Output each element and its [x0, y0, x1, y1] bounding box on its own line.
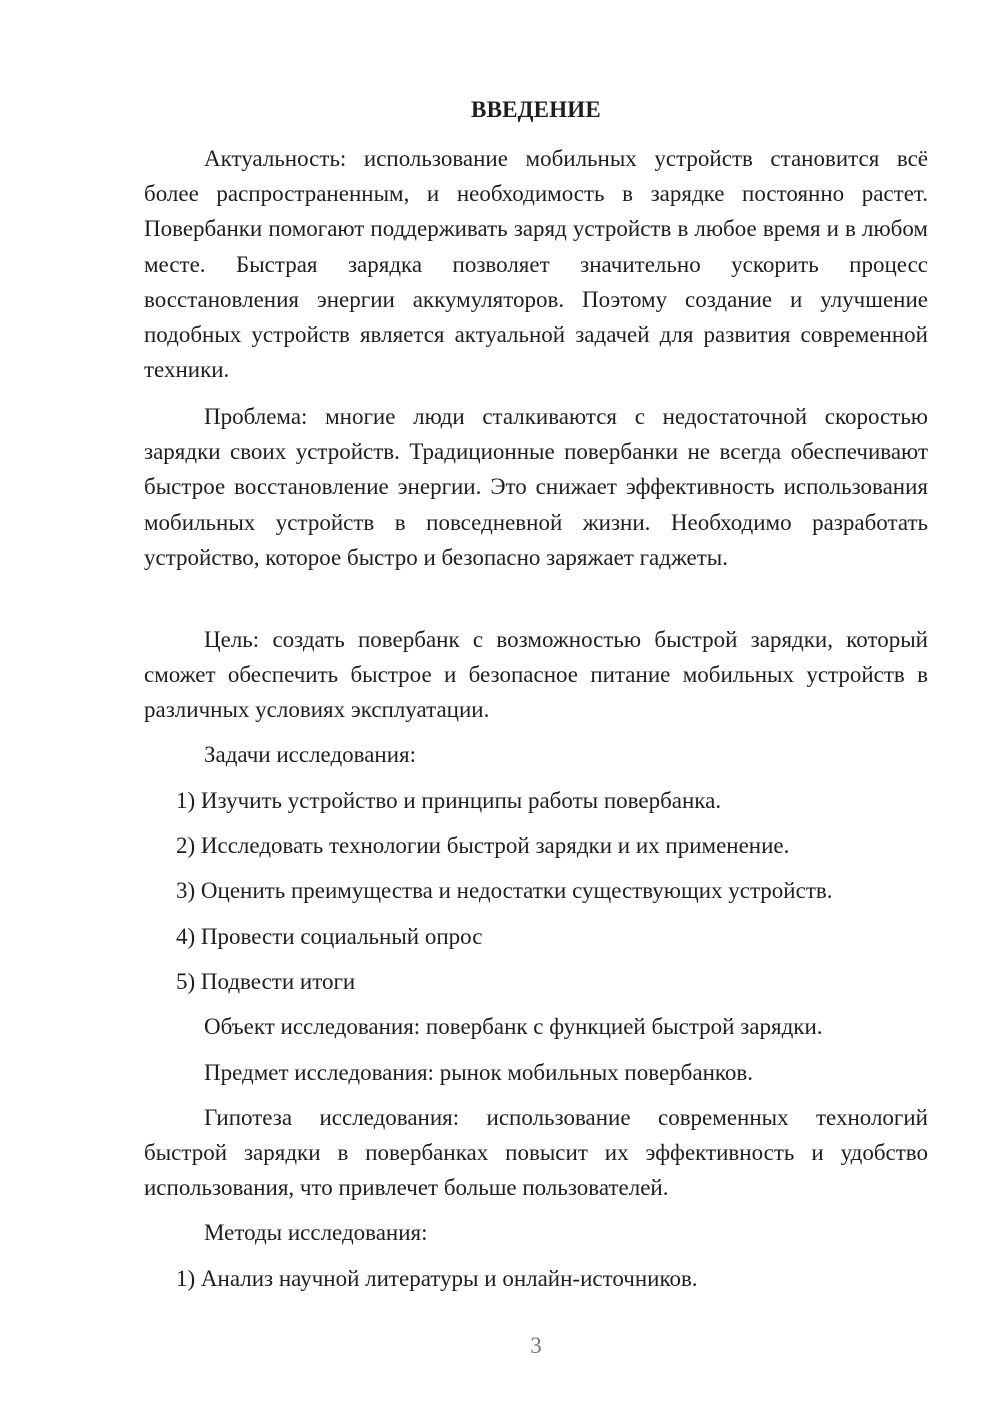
task-item-2: 2) Исследовать технологии быстрой зарядки и их применение.: [176, 833, 790, 858]
paragraph-subject: Предмет исследования: рынок мобильных повербанков.: [204, 1060, 754, 1085]
task-item-4: 4) Провести социальный опрос: [176, 924, 483, 949]
methods-heading: Методы исследования:: [204, 1220, 428, 1245]
task-item-1: 1) Изучить устройство и принципы работы повербанка.: [176, 788, 722, 813]
page-title: ВВЕДЕНИЕ: [471, 97, 601, 122]
paragraph-object: Объект исследования: повербанк с функцией быстрой зарядки.: [204, 1014, 823, 1039]
paragraph-relevance: Актуальность: использование мобильных устройств становится всё более распространенным, и необходимость в зарядке постоянно растет. Повербанки помогают поддерживать заряд устройств в любое время и в любом месте. Быстрая зарядка позволяет значительно ускорить процесс восстановления энергии аккумуляторов. Поэтому создание и улучшение подобных устройств является актуальной задачей для развития современной техники.: [144, 146, 928, 383]
task-item-5: 5) Подвести итоги: [176, 969, 356, 994]
paragraph-hypothesis: Гипотеза исследования: использование современных технологий быстрой зарядки в повербанках повысит их эффективность и удобство использования, что привлечет больше пользователей.: [144, 1105, 928, 1201]
tasks-heading: Задачи исследования:: [204, 742, 417, 767]
page-number: 3: [530, 1333, 542, 1358]
paragraph-problem: Проблема: многие люди сталкиваются с недостаточной скоростью зарядки своих устройств. Традиционные повербанки не всегда обеспечивают быстрое восстановление энергии. Это снижает эффективность использования мобильных устройств в повседневной жизни. Необходимо разработать устройство, которое быстро и безопасно заряжает гаджеты.: [144, 404, 928, 570]
paragraph-goal: Цель: создать повербанк с возможностью быстрой зарядки, который сможет обеспечить быстрое и безопасное питание мобильных устройств в различных условиях эксплуатации.: [144, 627, 928, 723]
task-item-3: 3) Оценить преимущества и недостатки существующих устройств.: [176, 878, 833, 903]
method-item-1: 1) Анализ научной литературы и онлайн-источников.: [176, 1266, 698, 1291]
